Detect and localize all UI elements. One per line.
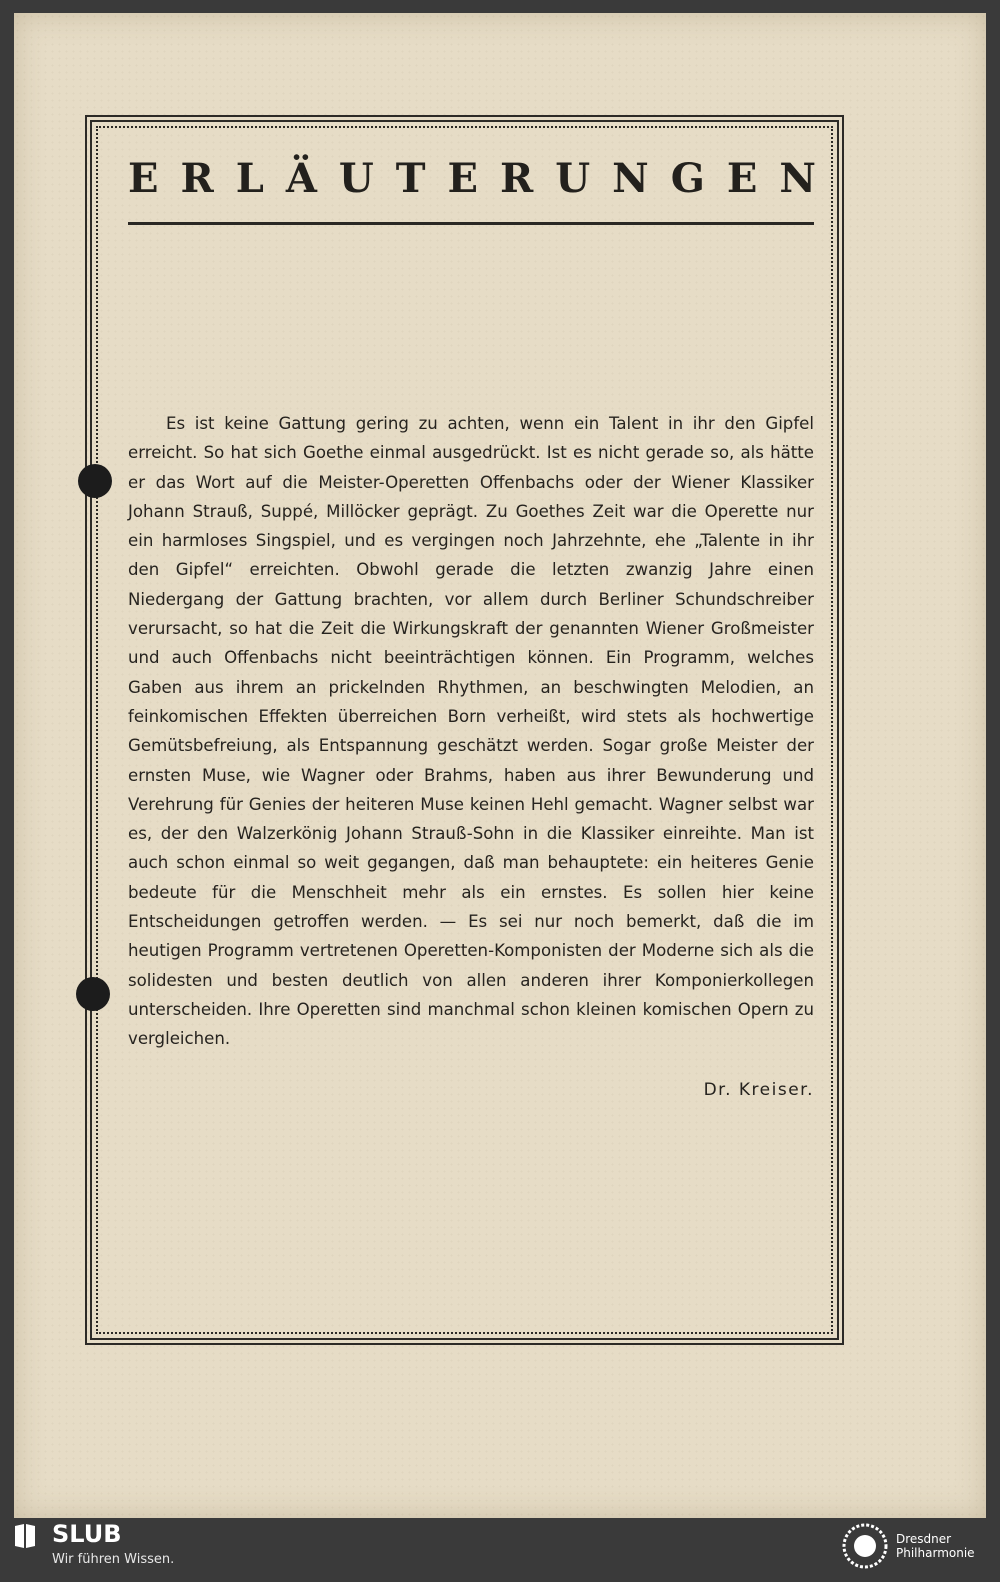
author-signature: Dr. Kreiser. [703,1080,814,1100]
philharmonie-logo-icon [842,1523,888,1569]
punch-hole [76,977,110,1011]
page-title: ERLÄUTERUNGEN [128,155,838,202]
footer-bar [0,1518,1000,1582]
slub-logo-icon [12,1522,38,1550]
partner-name-line1: Dresdner [896,1532,952,1546]
punch-hole [78,464,112,498]
partner-name-line2: Philharmonie [896,1546,975,1560]
body-paragraph: Es ist keine Gattung gering zu achten, wenn ein Talent in ihr den Gipfel erreicht. So hat sich Goethe einmal ausgedrückt. Ist es nicht gerade so, als hätte er das Wort auf die Meister-Operetten Offenbachs oder der Wiener Klassiker Johann Strauß, Suppé, Millöcker geprägt. Zu Goethes Zeit war die Operette nur ein harmloses Singspiel, und es vergingen noch Jahrzehnte, ehe „Talente in ihr den Gipfel“ erreichten. Obwohl gerade die letzten zwanzig Jahre einen Niedergang der Gattung brachten, vor allem durch Berliner Schundschreiber verursacht, so hat die Zeit die Wirkungskraft der genannten Wiener Großmeister und auch Offenbachs nicht beeinträchtigen können. Ein Programm, welches Gaben aus ihrem an prickelnden Rhythmen, an beschwingten Melodien, an feinkomischen Effekten überreichen Born verheißt, wird stets als hochwertige Gemütsbefreiung, als Entspannung geschätzt werden. Sogar große Meister der ernsten Muse, wie Wagner oder Brahms, haben aus ihrer Bewunderung und Verehrung für Genies der heiteren Muse keinen Hehl gemacht. Wagner selbst war es, der den Walzerkönig Johann Strauß-Sohn in die Klassiker einreihte. Man ist auch schon einmal so weit gegangen, daß man behauptete: ein heiteres Genie bedeute für die Menschheit mehr als ein ernstes. Es sollen hier keine Entscheidungen getroffen werden. — Es sei nur noch bemerkt, daß die im heutigen Programm vertretenen Operetten-Komponisten der Moderne sich als die solidesten und besten deutlich von allen anderen ihrer Komponierkollegen unterscheiden. Ihre Operetten sind manchmal schon kleinen komischen Opern zu vergleichen. [128,414,814,1049]
library-name[interactable]: SLUB [52,1520,122,1548]
library-tagline: Wir führen Wissen. [52,1552,175,1567]
partner-name[interactable] [896,1532,996,1560]
title-underline [128,222,814,225]
